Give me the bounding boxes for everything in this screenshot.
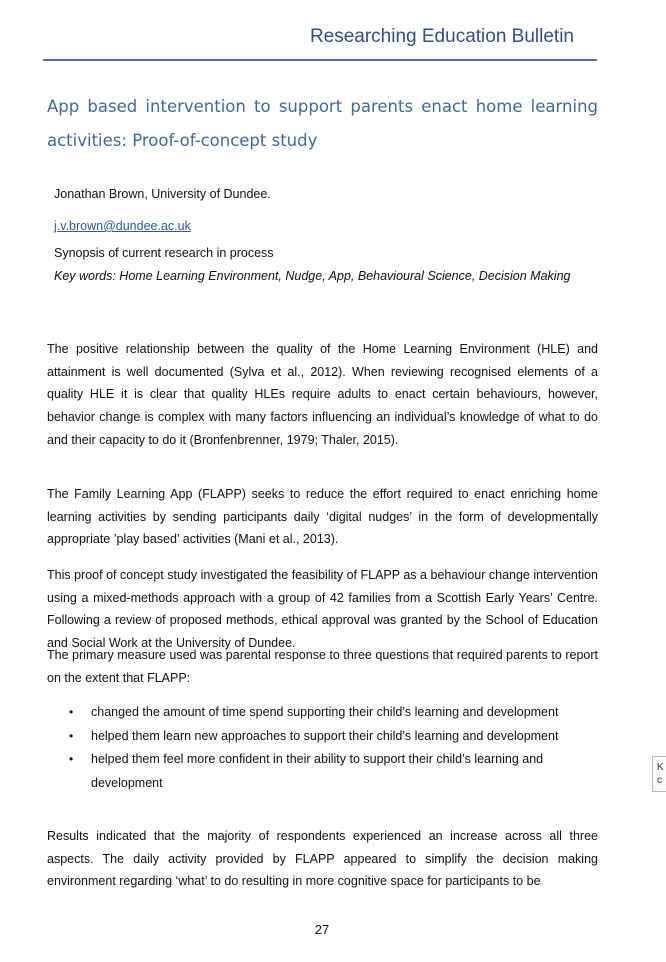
bullet-text: helped them feel more confident in their ability to support their child’s learning and development: [91, 752, 544, 790]
list-item: [47, 725, 598, 749]
side-tab-line-1: K: [657, 762, 664, 773]
bullet-text: changed the amount of time spend supporting their child’s learning and development: [91, 705, 559, 719]
list-item: [47, 748, 598, 795]
side-panel-tab[interactable]: [652, 756, 666, 792]
paragraph-5: Results indicated that the majority of respondents experienced an increase across all three aspects. The daily activity provided by FLAPP appeared to simplify the decision making environment regarding ‘what’ to do resulting in more cognitive space for participants to be: [47, 829, 598, 889]
author-email-link[interactable]: j.v.brown@dundee.ac.uk: [54, 219, 191, 233]
bullet-icon: •: [69, 728, 74, 743]
bullet-list: [47, 701, 598, 795]
side-tab-line-2: c: [657, 775, 662, 786]
paragraph-3: This proof of concept study investigated the feasibility of FLAPP as a behaviour change intervention using a mixed-methods approach with a group of 42 families from a Scottish Early Years’ Centre. Following a review of proposed methods, ethical approval was granted by the School of Education and Social Work at the University of Dundee.: [47, 568, 598, 651]
bulletin-title: Researching Education Bulletin: [309, 26, 574, 47]
bullet-icon: •: [69, 752, 74, 766]
list-item: [47, 701, 598, 725]
bullet-text: helped them learn new approaches to support their child’s learning and development: [91, 728, 559, 743]
synopsis-label: Synopsis of current research in process: [54, 246, 274, 260]
paragraph-1: The positive relationship between the quality of the Home Learning Environment (HLE) and attainment is well documented (Sylva et al., 2012). When reviewing recognised elements of a quality HLE it is clear that quality HLEs require adults to enact certain behaviours, however, behavior change is complex with many factors influencing an individual’s knowledge of what to do and their capacity to do it (Bronfenbrenner, 1979; Thaler, 2015).: [47, 342, 598, 447]
paragraph-2: The Family Learning App (FLAPP) seeks to reduce the effort required to enact enriching home learning activities by sending participants daily ‘digital nudges’ in the form of developmentally appropriate ’play based’ activities (Mani et al., 2013).: [47, 487, 598, 547]
article-title: App based intervention to support parents enact home learning activities: Proof-of-concept study: [47, 97, 598, 150]
bullet-icon: •: [69, 705, 74, 719]
page-number: 27: [314, 922, 330, 937]
header-divider: [43, 59, 597, 61]
paragraph-4: The primary measure used was parental response to three questions that required parents to report on the extent that FLAPP:: [47, 648, 598, 685]
keywords: Key words: Home Learning Environment, Nudge, App, Behavioural Science, Decision Making: [54, 269, 571, 283]
author-name: Jonathan Brown, University of Dundee.: [54, 187, 271, 201]
